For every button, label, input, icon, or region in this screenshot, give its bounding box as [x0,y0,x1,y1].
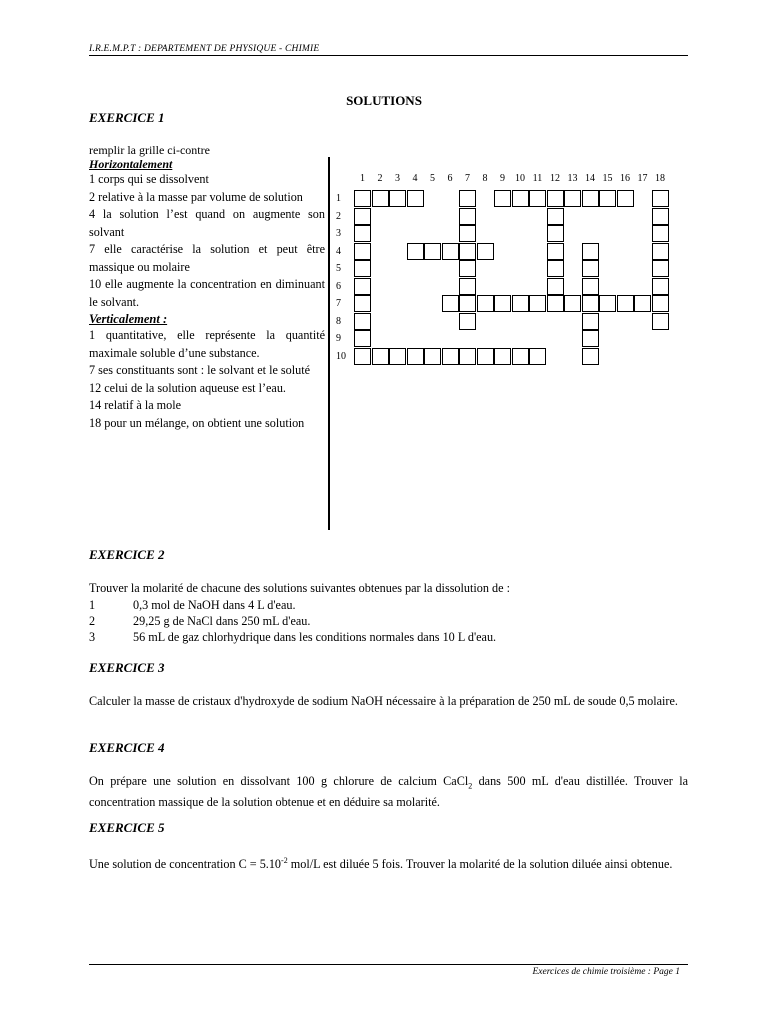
crossword-cell[interactable] [599,295,616,312]
crossword-cell[interactable] [582,348,599,365]
grid-row-number: 1 [336,193,341,204]
crossword-cell[interactable] [547,278,564,295]
crossword-cell[interactable] [459,225,476,242]
exercise-4-text-b: dans 500 mL d'eau distillée. Trouver la concentration massique de la solution obtenue et en déduire sa molarité. [89,774,689,810]
horizontal-clue: 1 corps qui se dissolvent [89,172,209,186]
item-text: 29,25 g de NaCl dans 250 mL d'eau. [133,614,311,628]
exercise-3-title: EXERCICE 3 [89,660,165,675]
exercise-4-text-a: On prépare une solution en dissolvant 100 g chlorure de calcium CaCl [89,774,469,788]
crossword-cell[interactable] [529,295,546,312]
grid-row-number: 10 [336,350,346,362]
exercise-5-text-a: Une solution de concentration C = 5.10 [89,857,282,872]
crossword-cell[interactable] [459,278,476,295]
crossword-cell[interactable] [494,190,511,207]
grid-column-number: 4 [412,173,418,184]
crossword-cell[interactable] [582,313,599,330]
grid-column-number: 10 [515,173,525,184]
crossword-cell[interactable] [407,243,424,260]
crossword-cell[interactable] [652,190,669,207]
horizontal-clue: 10 elle augmente la concentration en diminuant le solvant. [89,277,325,309]
crossword-cell[interactable] [389,348,406,365]
crossword-cell[interactable] [459,260,476,277]
grid-row-number: 7 [336,298,341,309]
crossword-cell[interactable] [652,225,669,242]
header-divider [89,55,688,56]
crossword-cell[interactable] [582,260,599,277]
exercise-1-clues [89,143,325,432]
crossword-cell[interactable] [582,278,599,295]
crossword-cell[interactable] [547,295,564,312]
grid-column-number: 9 [500,173,505,184]
crossword-cell[interactable] [459,208,476,225]
item-number: 1 [89,598,96,612]
crossword-cell[interactable] [354,313,371,330]
exercise-5-text [89,853,688,872]
item-number: 3 [89,630,96,644]
crossword-cell[interactable] [372,190,389,207]
crossword-cell[interactable] [354,190,371,207]
crossword-cell[interactable] [547,243,564,260]
crossword-cell[interactable] [652,313,669,330]
crossword-cell[interactable] [634,295,651,312]
crossword-cell[interactable] [459,348,476,365]
exercise-2-item [89,597,296,613]
grid-row-number: 9 [336,333,341,344]
crossword-cell[interactable] [459,243,476,260]
exercise-1-intro: remplir la grille ci-contre [89,143,210,157]
grid-row-number: 5 [336,263,341,274]
crossword-cell[interactable] [354,278,371,295]
exercise-2-item [89,613,310,629]
crossword-cell[interactable] [652,208,669,225]
crossword-cell[interactable] [372,348,389,365]
subscript: 2 [468,781,473,791]
page-header: I.R.E.M.P.T : DEPARTEMENT DE PHYSIQUE - CHIMIE [89,44,320,54]
grid-column-number: 12 [550,173,560,184]
item-text: 56 mL de gaz chlorhydrique dans les conditions normales dans 10 L d'eau. [133,630,497,644]
crossword-cell[interactable] [442,295,459,312]
crossword-cell[interactable] [477,295,494,312]
grid-column-number: 11 [532,173,543,184]
crossword-cell[interactable] [477,348,494,365]
exercise-2-item [89,629,496,645]
vertical-clue: 7 ses constituants sont : le solvant et le soluté [89,363,311,377]
exercise-5-text-b: mol/L est diluée 5 fois. Trouver la molarité de la solution diluée ainsi obtenue. [287,857,673,872]
vertical-clue: 1 quantitative, elle représente la quantité maximale soluble d’une substance. [89,328,325,360]
grid-column-number: 16 [620,173,630,184]
crossword-cell[interactable] [354,295,371,312]
horizontal-clue: 7 elle caractérise la solution et peut être massique ou molaire [89,242,325,274]
exercise-2-title: EXERCICE 2 [89,547,165,562]
crossword-cell[interactable] [582,243,599,260]
crossword-cell[interactable] [354,225,371,242]
item-number: 2 [89,614,96,628]
column-divider [328,157,330,530]
exercise-4-text [89,773,688,810]
page-footer: Exercices de chimie troisième : Page 1 [532,967,680,977]
horizontal-heading: Horizontalement [89,157,173,171]
crossword-cell[interactable] [512,190,529,207]
crossword-cell[interactable] [617,190,634,207]
crossword-cell[interactable] [477,243,494,260]
grid-column-number: 8 [482,173,488,184]
crossword-cell[interactable] [354,208,371,225]
exercise-5-title: EXERCICE 5 [89,820,165,835]
crossword-cell[interactable] [512,348,529,365]
crossword-cell[interactable] [494,295,511,312]
vertical-clue: 14 relatif à la mole [89,398,182,412]
crossword-cell[interactable] [459,295,476,312]
vertical-clue: 18 pour un mélange, on obtient une solution [89,415,305,430]
crossword-cell[interactable] [564,190,581,207]
crossword-cell[interactable] [512,295,529,312]
crossword-cell[interactable] [424,348,441,365]
crossword-cell[interactable] [442,348,459,365]
grid-column-number: 14 [585,173,595,184]
crossword-cell[interactable] [354,243,371,260]
exercise-4-title: EXERCICE 4 [89,740,165,755]
crossword-cell[interactable] [599,190,616,207]
grid-column-number: 3 [395,173,400,184]
crossword-cell[interactable] [547,190,564,207]
grid-column-number: 6 [447,173,453,184]
crossword-cell[interactable] [459,313,476,330]
crossword-cell[interactable] [582,295,599,312]
grid-column-number: 13 [567,173,578,184]
crossword-cell[interactable] [547,260,564,277]
grid-column-number: 2 [377,173,383,184]
crossword-cell[interactable] [354,348,371,365]
crossword-cell[interactable] [529,348,546,365]
crossword-cell[interactable] [582,190,599,207]
crossword-cell[interactable] [547,208,564,225]
grid-row-number: 2 [336,210,341,222]
superscript: -2 [281,856,288,865]
grid-column-number: 18 [655,173,665,184]
vertical-heading: Verticalement : [89,312,168,326]
grid-column-number: 17 [637,173,648,184]
grid-column-number: 1 [360,173,365,184]
item-text: 0,3 mol de NaOH dans 4 L d'eau. [133,598,296,612]
crossword-cell[interactable] [529,190,546,207]
vertical-clue: 12 celui de la solution aqueuse est l’eau. [89,380,286,395]
crossword-cell[interactable] [652,278,669,295]
crossword-cell[interactable] [424,243,441,260]
grid-row-number: 6 [336,280,341,292]
crossword-cell[interactable] [442,243,459,260]
crossword-cell[interactable] [407,190,424,207]
grid-row-number: 4 [336,245,341,257]
crossword-cell[interactable] [547,225,564,242]
crossword-cell[interactable] [652,260,669,277]
grid-row-number: 8 [336,315,341,327]
crossword-cell[interactable] [354,330,371,347]
crossword-cell[interactable] [407,348,424,365]
grid-row-number: 3 [336,228,341,239]
crossword-cell[interactable] [582,330,599,347]
exercise-2-intro: Trouver la molarité de chacune des solutions suivantes obtenues par la dissolution de : [89,581,510,595]
crossword-cell[interactable] [389,190,406,207]
crossword-cell[interactable] [617,295,634,312]
page-title: SOLUTIONS [346,93,422,108]
horizontal-clue: 4 la solution l’est quand on augmente son solvant [89,207,325,239]
crossword-grid [336,173,666,373]
footer-divider [89,964,688,965]
crossword-cell[interactable] [459,190,476,207]
crossword-cell[interactable] [354,260,371,277]
crossword-cell[interactable] [652,295,669,312]
exercise-3-text: Calculer la masse de cristaux d'hydroxyde de sodium NaOH nécessaire à la préparation de 250 mL de soude 0,5 molaire. [89,694,678,708]
grid-column-number: 15 [602,173,613,184]
crossword-cell[interactable] [652,243,669,260]
crossword-cell[interactable] [564,295,581,312]
grid-column-number: 5 [430,173,435,184]
crossword-cell[interactable] [494,348,511,365]
grid-column-number: 7 [465,173,470,184]
horizontal-clue: 2 relative à la masse par volume de solution [89,189,303,204]
exercise-1-title: EXERCICE 1 [89,110,165,125]
